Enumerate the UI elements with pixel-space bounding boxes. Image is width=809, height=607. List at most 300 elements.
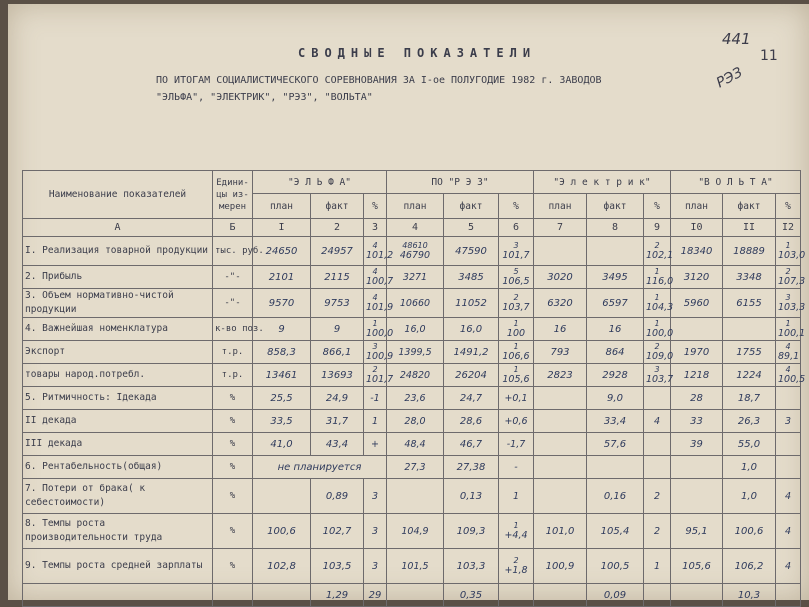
rank-mark: 4 [785, 364, 791, 374]
percent-value: 103,7 [646, 373, 674, 385]
percent-value: 109,0 [646, 350, 674, 362]
footer-cell: 0,09 [587, 584, 644, 607]
rank-mark: 5 [513, 266, 519, 276]
percent-cell [776, 479, 801, 514]
fact-value: 103,5 [311, 549, 364, 584]
plan-value [387, 410, 444, 433]
column-number: 9 [644, 219, 671, 237]
percent-cell [776, 364, 806, 387]
rank-mark: 1 [785, 318, 791, 328]
rank-mark: 4 [785, 341, 791, 351]
row-name: 5. Ритмичность: Iдекада [23, 387, 213, 410]
table-row [23, 410, 801, 433]
column-number: 6 [499, 219, 534, 237]
percent-value: 103,0 [778, 249, 806, 261]
percent-cell [776, 237, 806, 266]
percent-cell [364, 289, 394, 318]
document-title: СВОДНЫЕ ПОКАЗАТЕЛИ [298, 46, 537, 60]
percent-cell [499, 514, 534, 549]
column-number: Б [213, 219, 253, 237]
plan-value [387, 433, 444, 456]
percent-cell [644, 410, 671, 433]
percent-value: 101,7 [366, 373, 394, 385]
fact-value: 100,6 [723, 514, 776, 549]
percent-cell [364, 387, 387, 410]
rank-mark: 1 [513, 520, 519, 530]
rank-mark: 2 [513, 555, 519, 565]
plan-value: 101,0 [534, 514, 587, 549]
rank-mark: 2 [513, 292, 519, 302]
percent-cell [364, 341, 394, 364]
plan-value: 28 [671, 387, 723, 410]
fact-value: 100,5 [587, 549, 644, 584]
percent-value: 106,6 [502, 350, 530, 362]
plan-number: 1399,5 [398, 346, 432, 358]
percent-value: 101,2 [366, 249, 394, 261]
percent-value: +0,6 [504, 415, 528, 427]
plan-value: 3120 [671, 266, 723, 289]
plan-value [387, 341, 444, 364]
plan-value: 102,8 [253, 549, 311, 584]
header-fact: факт [723, 194, 776, 219]
percent-value: 3 [371, 525, 379, 537]
percent-cell [644, 237, 674, 266]
header-unit: Едини-цы из-мерен [213, 171, 253, 219]
rank-mark: 2 [785, 266, 791, 276]
plan-value: 18340 [671, 237, 723, 266]
plan-number: 10660 [399, 297, 431, 309]
plan-value [387, 514, 444, 549]
column-number: 5 [444, 219, 499, 237]
row-unit: % [213, 514, 253, 549]
row-unit: -"- [213, 266, 253, 289]
plan-value: 6320 [534, 289, 587, 318]
fact-value: 16,0 [444, 318, 499, 341]
fact-value: 102,7 [311, 514, 364, 549]
table-row [23, 433, 801, 456]
header-plan: план [253, 194, 311, 219]
percent-cell [364, 410, 387, 433]
header-fact: факт [311, 194, 364, 219]
fact-value: 28,6 [444, 410, 499, 433]
column-number: II [723, 219, 776, 237]
fact-value: 1755 [723, 341, 776, 364]
percent-value: 106,5 [502, 275, 530, 287]
fact-value: 13693 [311, 364, 364, 387]
fact-value: 24,7 [444, 387, 499, 410]
row-name: 9. Темпы роста средней зарплаты [23, 549, 213, 584]
plan-value [387, 479, 444, 514]
header-plant-elfa: "Э Л Ь Ф А" [253, 171, 387, 194]
header-row-plants [23, 171, 801, 194]
plan-value: 41,0 [253, 433, 311, 456]
plan-value: 5960 [671, 289, 723, 318]
table-row [23, 341, 801, 364]
plan-value [387, 266, 444, 289]
plan-value: 9570 [253, 289, 311, 318]
row-name: III декада [23, 433, 213, 456]
plan-value: 24650 [253, 237, 311, 266]
archive-number: 441 [722, 30, 751, 48]
rank-mark: 1 [654, 318, 660, 328]
fact-value: 0,13 [444, 479, 499, 514]
percent-cell [644, 387, 671, 410]
plan-value [671, 479, 723, 514]
percent-cell [499, 549, 534, 584]
percent-cell [364, 266, 394, 289]
fact-value: 6155 [723, 289, 776, 318]
percent-cell [644, 514, 671, 549]
plan-value [671, 318, 723, 341]
fact-value: 0,89 [311, 479, 364, 514]
plan-value: 9 [253, 318, 311, 341]
plan-number: 16,0 [404, 323, 426, 335]
percent-cell [499, 289, 534, 318]
percent-cell [499, 433, 534, 456]
fact-value: 3485 [444, 266, 499, 289]
rank-mark: 2 [372, 364, 378, 374]
rank-mark: 3 [785, 292, 791, 302]
plan-value [387, 364, 444, 387]
plan-value: 25,5 [253, 387, 311, 410]
fact-value: 1,0 [723, 456, 776, 479]
percent-cell [499, 410, 534, 433]
header-fact: факт [444, 194, 499, 219]
column-number: 3 [364, 219, 387, 237]
fact-value: 57,6 [587, 433, 644, 456]
header-plant-volta: "В О Л Ь Т А" [671, 171, 801, 194]
row-unit: т.р. [213, 364, 253, 387]
plan-value: 13461 [253, 364, 311, 387]
percent-value: 104,3 [646, 301, 674, 313]
fact-value: 864 [587, 341, 644, 364]
plan-value [387, 456, 444, 479]
percent-value: +1,8 [504, 564, 528, 576]
percent-value: 2 [653, 525, 661, 537]
percent-cell [499, 364, 534, 387]
fact-value [587, 456, 644, 479]
plan-value: 793 [534, 341, 587, 364]
footer-cell [387, 584, 444, 607]
table-row [23, 289, 801, 318]
plan-value [534, 237, 587, 266]
percent-cell [644, 433, 671, 456]
fact-value: 33,4 [587, 410, 644, 433]
table-row [23, 266, 801, 289]
percent-cell [776, 318, 806, 341]
percent-value: 102,1 [646, 249, 674, 261]
percent-value: 89,1 [778, 350, 800, 362]
fact-value [723, 318, 776, 341]
plan-value: 858,3 [253, 341, 311, 364]
row-unit: % [213, 479, 253, 514]
plan-value [387, 289, 444, 318]
percent-value: 100,1 [778, 327, 806, 339]
row-name: Экспорт [23, 341, 213, 364]
fact-value: 1491,2 [444, 341, 499, 364]
corrected-value: 48610 [402, 240, 428, 250]
fact-value: 24,9 [311, 387, 364, 410]
footer-cell [23, 584, 213, 607]
plan-value [534, 387, 587, 410]
plan-value [534, 456, 587, 479]
plan-value [387, 387, 444, 410]
percent-cell [499, 237, 534, 266]
header-plan: план [671, 194, 723, 219]
percent-cell [499, 387, 534, 410]
plan-value [534, 410, 587, 433]
footer-cell [776, 584, 801, 607]
fact-value: 26204 [444, 364, 499, 387]
percent-cell [364, 549, 387, 584]
percent-cell [644, 549, 671, 584]
header-pct: % [499, 194, 534, 219]
fact-value: 103,3 [444, 549, 499, 584]
fact-value: 106,2 [723, 549, 776, 584]
footer-row [23, 584, 801, 607]
percent-cell [776, 549, 801, 584]
fact-value: 3348 [723, 266, 776, 289]
rank-mark: 1 [654, 266, 660, 276]
column-number: 4 [387, 219, 444, 237]
subtitle-line-1: ПО ИТОГАМ СОЦИАЛИСТИЧЕСКОГО СОРЕВНОВАНИЯ ЗА I-ое ПОЛУГОДИЕ 1982 г. ЗАВОДОВ [156, 75, 602, 86]
rank-mark: 3 [513, 240, 519, 250]
header-plant-rez: ПО "Р Э З" [387, 171, 534, 194]
percent-cell [364, 364, 394, 387]
plan-value: 105,6 [671, 549, 723, 584]
handwritten-mark: РЭЗ [713, 64, 746, 92]
plan-value: 100,9 [534, 549, 587, 584]
plan-value [387, 549, 444, 584]
row-unit: т.р. [213, 341, 253, 364]
rank-mark: 1 [513, 341, 519, 351]
percent-value: 100,7 [366, 275, 394, 287]
row-name: товары народ.потребл. [23, 364, 213, 387]
percent-cell [644, 266, 674, 289]
fact-value: 18,7 [723, 387, 776, 410]
fact-value: 1224 [723, 364, 776, 387]
percent-cell [499, 318, 534, 341]
row-name: II декада [23, 410, 213, 433]
plan-number: 27,3 [404, 461, 426, 473]
fact-value: 16 [587, 318, 644, 341]
percent-cell [776, 266, 806, 289]
percent-value: 1 [371, 415, 379, 427]
plan-value: 1218 [671, 364, 723, 387]
table-row [23, 456, 801, 479]
summary-table [22, 170, 806, 607]
rank-mark: 4 [372, 240, 378, 250]
footer-cell [644, 584, 671, 607]
page-number: 11 [760, 48, 778, 64]
plan-number: 46790 [399, 249, 431, 261]
table-row [23, 479, 801, 514]
percent-value: +4,4 [504, 529, 528, 541]
column-number: А [23, 219, 213, 237]
plan-value [387, 237, 444, 266]
fact-value: 31,7 [311, 410, 364, 433]
header-row-numbers [23, 219, 801, 237]
plan-value [534, 479, 587, 514]
fact-value: 9 [311, 318, 364, 341]
percent-cell [364, 237, 394, 266]
footer-cell [534, 584, 587, 607]
percent-value: 103,7 [502, 301, 530, 313]
percent-cell [499, 266, 534, 289]
plan-number: 28,0 [404, 415, 426, 427]
percent-cell [644, 318, 674, 341]
percent-cell [776, 289, 806, 318]
percent-value: 116,0 [646, 275, 674, 287]
percent-value: 4 [784, 525, 792, 537]
plan-number: 24820 [399, 369, 431, 381]
row-name: 3. Объем нормативно-чистой продукции [23, 289, 213, 318]
fact-value [587, 237, 644, 266]
footer-cell [671, 584, 723, 607]
row-name: 2. Прибыль [23, 266, 213, 289]
percent-value: +0,1 [504, 392, 528, 404]
plan-value: 33 [671, 410, 723, 433]
rank-mark: 3 [654, 364, 660, 374]
column-number: 2 [311, 219, 364, 237]
rank-mark: 2 [654, 240, 660, 250]
percent-value: 100,0 [646, 327, 674, 339]
fact-value: 2115 [311, 266, 364, 289]
row-unit: -"- [213, 289, 253, 318]
column-number: I0 [671, 219, 723, 237]
column-number: 7 [534, 219, 587, 237]
percent-value: 1 [653, 560, 661, 572]
plan-value: 2823 [534, 364, 587, 387]
fact-value: 55,0 [723, 433, 776, 456]
rank-mark: 2 [654, 341, 660, 351]
row-name: 4. Важнейшая номенклатура [23, 318, 213, 341]
percent-cell [644, 479, 671, 514]
percent-value: 107,3 [778, 275, 806, 287]
header-pct: % [364, 194, 387, 219]
fact-value: 26,3 [723, 410, 776, 433]
percent-value: 103,3 [778, 301, 806, 313]
table-row [23, 514, 801, 549]
footer-cell: 10,3 [723, 584, 776, 607]
header-plan: план [534, 194, 587, 219]
percent-cell [364, 479, 387, 514]
fact-value: 43,4 [311, 433, 364, 456]
plan-value: 2101 [253, 266, 311, 289]
percent-value: - [514, 461, 518, 473]
fact-value: 0,16 [587, 479, 644, 514]
fact-value: 9,0 [587, 387, 644, 410]
percent-cell [499, 341, 534, 364]
rank-mark: 1 [785, 240, 791, 250]
row-name: 8. Темпы роста производительности труда [23, 514, 213, 549]
document-sheet [8, 4, 809, 600]
percent-value: 4 [784, 490, 792, 502]
document-subtitle [156, 72, 602, 106]
rank-mark: 1 [372, 318, 378, 328]
row-unit: % [213, 456, 253, 479]
plan-value: 1970 [671, 341, 723, 364]
percent-value: 4 [653, 415, 661, 427]
percent-value: 2 [653, 490, 661, 502]
plan-value [253, 479, 311, 514]
percent-value: 1 [512, 490, 520, 502]
percent-value: 100,5 [778, 373, 806, 385]
fact-value: 9753 [311, 289, 364, 318]
fact-value: 1,0 [723, 479, 776, 514]
percent-cell [776, 456, 801, 479]
percent-value: 3 [371, 560, 379, 572]
table-row [23, 364, 801, 387]
plan-number: 23,6 [404, 392, 426, 404]
rank-mark: 1 [513, 318, 519, 328]
fact-value: 2928 [587, 364, 644, 387]
percent-cell [644, 289, 674, 318]
percent-cell [776, 433, 801, 456]
percent-value: 101,9 [366, 301, 394, 313]
table-row [23, 318, 801, 341]
column-number: 8 [587, 219, 644, 237]
footer-cell [213, 584, 253, 607]
rank-mark: 3 [372, 341, 378, 351]
header-plant-elektrik: "Э л е к т р и к" [534, 171, 671, 194]
plan-number: 104,9 [401, 525, 429, 537]
footer-cell: 0,35 [444, 584, 499, 607]
percent-cell [776, 410, 801, 433]
percent-cell [364, 433, 387, 456]
row-unit: % [213, 410, 253, 433]
plan-value: 3020 [534, 266, 587, 289]
percent-value: 4 [784, 560, 792, 572]
plan-value: 16 [534, 318, 587, 341]
footer-cell [499, 584, 534, 607]
plan-value [387, 318, 444, 341]
merged-note: не планируется [253, 456, 387, 479]
header-plan: план [387, 194, 444, 219]
percent-cell [499, 456, 534, 479]
percent-cell [364, 318, 394, 341]
fact-value: 18889 [723, 237, 776, 266]
percent-value: 101,7 [502, 249, 530, 261]
percent-cell [776, 341, 801, 364]
percent-cell [499, 479, 534, 514]
percent-value: 105,6 [502, 373, 530, 385]
table-row [23, 237, 801, 266]
plan-value: 95,1 [671, 514, 723, 549]
column-number: I2 [776, 219, 801, 237]
fact-value: 105,4 [587, 514, 644, 549]
footer-cell: 1,29 [311, 584, 364, 607]
percent-value: 3 [371, 490, 379, 502]
row-unit: % [213, 387, 253, 410]
fact-value: 109,3 [444, 514, 499, 549]
row-name: 6. Рентабельность(общая) [23, 456, 213, 479]
percent-cell [644, 456, 671, 479]
percent-cell [644, 341, 674, 364]
footer-cell [253, 584, 311, 607]
fact-value: 3495 [587, 266, 644, 289]
percent-value: -1 [370, 392, 380, 404]
header-name: Наименование показателей [23, 171, 213, 219]
header-pct: % [776, 194, 801, 219]
rank-mark: 4 [372, 292, 378, 302]
fact-value: 47590 [444, 237, 499, 266]
fact-value: 24957 [311, 237, 364, 266]
rank-mark: 1 [654, 292, 660, 302]
fact-value: 27,38 [444, 456, 499, 479]
percent-value: + [371, 438, 379, 450]
row-name: I. Реализация товарной продукции [23, 237, 213, 266]
